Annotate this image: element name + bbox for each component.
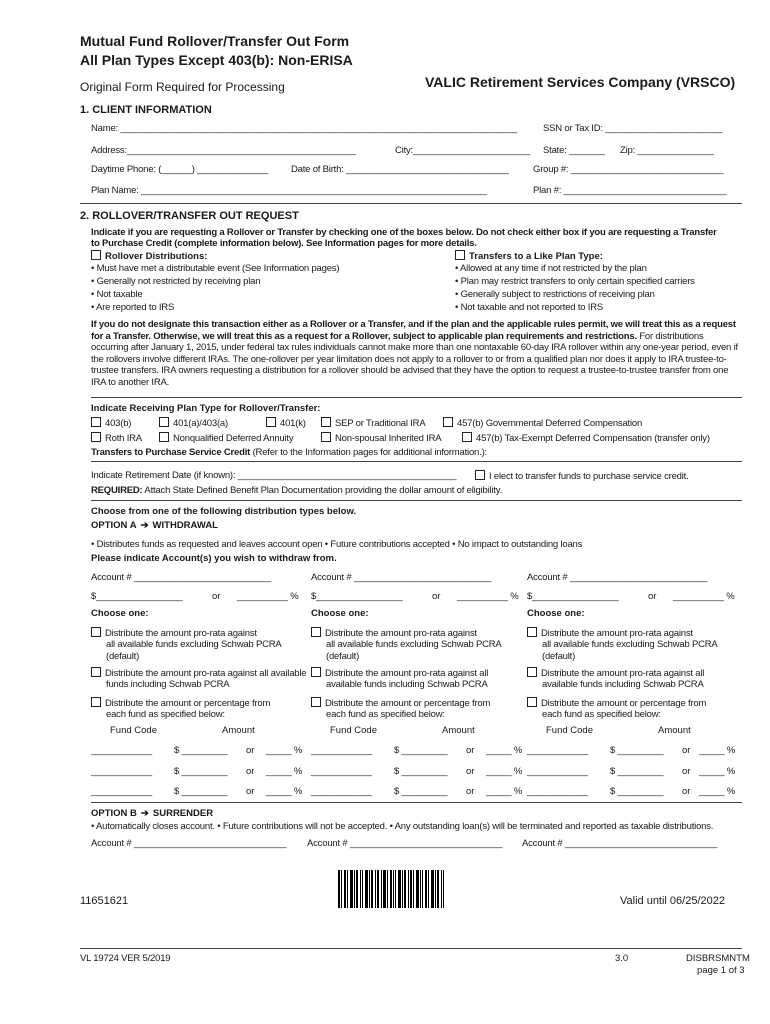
elect-label: I elect to transfer funds to purchase service credit. [489,471,689,482]
plan-type-457-tax-exempt[interactable] [462,432,710,444]
fund-code-field[interactable]: ____________ [311,766,373,777]
form-version: 3.0 [615,953,629,964]
transfer-bullet: • Generally subject to restrictions of receiving plan [455,289,655,300]
option-a-title: WITHDRAWAL [152,520,218,531]
surrender-account-field[interactable]: Account # ______________________________ [307,838,503,849]
plan-type-label: Roth IRA [105,433,142,444]
choose-one-label: Choose one: [527,608,585,619]
fund-code-field[interactable]: ____________ [311,786,373,797]
valid-until: Valid until 06/25/2022 [620,895,725,907]
option-label: Distribute the amount pro-rata against all [541,668,705,679]
checkbox[interactable] [91,667,101,677]
percentage-field[interactable]: __________ % [237,591,299,602]
option-prorata-including[interactable] [311,667,488,679]
checkbox[interactable] [311,627,321,637]
or-label: or [432,591,441,602]
fund-code-field[interactable]: ____________ [527,766,589,777]
plan-type-roth[interactable] [91,432,142,444]
distribution-choose-title: Choose from one of the following distribution types below. [91,506,357,517]
plan-type-label: 457(b) Tax-Exempt Deferred Compensation (transfer only) [476,433,710,444]
or-label: or [212,591,221,602]
original-required-note: Original Form Required for Processing [80,80,285,94]
option-label: Distribute the amount or percentage from [105,698,271,709]
plan-type-457-gov[interactable] [443,417,642,429]
option-label: Distribute the amount pro-rata against all available [105,668,307,679]
checkbox[interactable] [527,627,537,637]
fund-code-field[interactable]: ____________ [91,786,153,797]
checkbox[interactable] [443,417,453,427]
service-credit-note: (Refer to the Information pages for additional information.): [250,447,487,458]
rollover-bullet: • Not taxable [91,289,143,300]
rollover-notice-text: For distributions occurring after January 1, 2015, under federal tax rules individuals cannot make more than one nontaxable 60-day IRA rollover within any one-year period, even if the rollovers involve different IRAs. The one-rollover per year limitation does not apply to a rollover to or from a qualified plan nor does it apply to IRA trustee-to-trustee transfers. IRA owners requesting a distribution for a rollover should be advised that they have the option to request a trustee-to-trustee transfer from one IRA to another IRA. [91,330,738,388]
plan-type-label: Non-spousal Inherited IRA [335,433,442,444]
indicate-accounts: Please indicate Account(s) you wish to withdraw from. [91,553,337,564]
option-specified[interactable] [527,697,706,709]
or-label: or [246,786,255,797]
form-code: DISBRSMNTM [686,953,750,964]
form-title-line1: Mutual Fund Rollover/Transfer Out Form [80,33,350,49]
or-label: or [466,786,475,797]
option-b-heading[interactable] [91,808,213,819]
elect-service-credit[interactable] [475,470,689,482]
required-text: Attach State Defined Benefit Plan Documentation providing the dollar amount of eligibility. [142,485,503,496]
intro-line2: to Purchase Credit (complete information below). See Information pages for more details. [91,238,477,249]
plan-type-label: 457(b) Governmental Deferred Compensation [457,418,643,429]
option-label: all available funds excluding Schwab PCRA [542,639,718,650]
plan-type-label: 401(a)/403(a) [173,418,228,429]
surrender-account-field[interactable]: Account # ______________________________ [91,838,287,849]
checkbox[interactable] [91,627,101,637]
service-credit-title: Transfers to Purchase Service Credit [91,447,251,458]
fund-amount-field[interactable]: $ _________ [610,766,664,777]
checkbox[interactable] [527,667,537,677]
checkbox[interactable] [159,417,169,427]
option-label: all available funds excluding Schwab PCRA [326,639,502,650]
section2-heading: 2. ROLLOVER/TRANSFER OUT REQUEST [80,210,299,222]
checkbox[interactable] [159,432,169,442]
state-field[interactable]: State: _______ [543,145,605,156]
fund-percent-field[interactable]: _____ % [486,786,523,797]
fund-amount-field[interactable]: $ _________ [394,745,448,756]
address-field[interactable]: Address:_____________________________________________ [91,145,356,156]
fund-amount-field[interactable]: $ _________ [610,745,664,756]
option-label: Distribute the amount or percentage from [541,698,707,709]
section1-heading: 1. CLIENT INFORMATION [80,104,212,116]
option-specified[interactable] [91,697,270,709]
option-label: funds including Schwab PCRA [106,679,230,690]
option-label: Distribute the amount pro-rata against all [325,668,489,679]
fund-amount-field[interactable]: $ _________ [610,786,664,797]
option-label: (default) [106,651,140,662]
fund-amount-field[interactable]: $ _________ [174,745,228,756]
form-number: 11651621 [80,895,129,907]
checkbox[interactable] [462,432,472,442]
option-label: Distribute the amount pro-rata against [325,628,477,639]
receiving-plan-title: Indicate Receiving Plan Type for Rollover/Transfer: [91,403,321,414]
option-prorata-excluding[interactable] [311,627,477,639]
plan-type-label: 401(k) [280,418,306,429]
option-label: Distribute the amount or percentage from [325,698,491,709]
fund-code-field[interactable]: ____________ [311,745,373,756]
arrow-right-icon: ➔ [140,520,149,531]
plan-type-403b[interactable] [91,417,131,429]
option-label: (default) [326,651,360,662]
fund-percent-field[interactable]: _____ % [699,786,736,797]
form-title-line2: All Plan Types Except 403(b): Non-ERISA [80,52,353,68]
option-a-bullets: • Distributes funds as requested and leaves account open • Future contributions accepted • No impact to outstanding loans [91,539,583,550]
rollover-notice-bold: If you do not designate this transaction either as a Rollover or a Transfer, and if the plan and the applicable rules permit, we will treat this as a request for a Transfer. Otherwise, we will treat this as a request for a Rollover, subject to applicable plan requirements and restrictions. [91,319,736,342]
or-label: or [682,786,691,797]
amount-header: Amount [658,725,691,736]
name-field[interactable]: Name: ______________________________________________________________________________ [91,123,517,134]
rollover-checkbox[interactable] [91,250,101,260]
rollover-bullet: • Generally not restricted by receiving plan [91,276,261,287]
plan-name-field[interactable]: Plan Name: ____________________________________________________________________ [91,185,487,196]
checkbox[interactable] [475,470,485,480]
dollar-amount-field[interactable]: $_________________ [311,591,403,602]
account-number-field[interactable]: Account # ___________________________ [527,572,708,583]
or-label: or [648,591,657,602]
retirement-date-field[interactable]: Indicate Retirement Date (if known): ___________________________________________ [91,470,457,481]
required-note [91,485,502,496]
option-specified[interactable] [311,697,490,709]
option-label: available funds including Schwab PCRA [326,679,488,690]
or-label: or [246,766,255,777]
transfer-title: Transfers to a Like Plan Type: [469,251,603,262]
fund-code-header: Fund Code [110,725,158,736]
fund-percent-field[interactable]: _____ % [486,766,523,777]
option-b-label: OPTION B [91,808,137,819]
fund-amount-field[interactable]: $ _________ [174,766,228,777]
fund-percent-field[interactable]: _____ % [266,745,303,756]
option-label: Distribute the amount pro-rata against [541,628,693,639]
fund-percent-field[interactable]: _____ % [266,786,303,797]
transfer-bullet: • Allowed at any time if not restricted by the plan [455,263,647,274]
checkbox[interactable] [527,697,537,707]
surrender-account-field[interactable]: Account # ______________________________ [522,838,718,849]
option-a-heading[interactable] [91,520,218,531]
divider [91,397,742,398]
city-field[interactable]: City:_______________________ [395,145,530,156]
checkbox[interactable] [321,417,331,427]
checkbox[interactable] [91,432,101,442]
divider [91,500,742,501]
or-label: or [682,766,691,777]
option-label: each fund as specified below: [542,709,661,720]
page-number: page 1 of 3 [697,965,745,976]
arrow-right-icon: ➔ [140,808,149,819]
fund-code-field[interactable]: ____________ [91,745,153,756]
percentage-field[interactable]: __________ % [457,591,519,602]
checkbox[interactable] [311,697,321,707]
checkbox[interactable] [311,667,321,677]
fund-code-field[interactable]: ____________ [527,786,589,797]
divider [91,461,742,462]
checkbox[interactable] [91,417,101,427]
fund-amount-field[interactable]: $ _________ [174,786,228,797]
dollar-amount-field[interactable]: $_________________ [91,591,183,602]
fund-percent-field[interactable]: _____ % [699,766,736,777]
rollover-notice [91,319,741,388]
option-label: (default) [542,651,576,662]
option-label: available funds including Schwab PCRA [542,679,704,690]
divider [91,802,742,803]
plan-type-nonqualified[interactable] [159,432,293,444]
account-number-field[interactable]: Account # ___________________________ [91,572,272,583]
checkbox[interactable] [91,697,101,707]
or-label: or [466,745,475,756]
transfer-bullet: • Not taxable and not reported to IRS [455,302,604,313]
fund-amount-field[interactable]: $ _________ [394,766,448,777]
plan-number-field[interactable]: Plan #: ________________________________ [533,185,727,196]
rollover-title: Rollover Distributions: [105,251,208,262]
percentage-field[interactable]: __________ % [673,591,735,602]
plan-type-401a[interactable] [159,417,228,429]
company-name: VALIC Retirement Services Company (VRSCO) [425,74,736,90]
fund-code-header: Fund Code [546,725,594,736]
transfer-option[interactable] [455,250,603,262]
or-label: or [466,766,475,777]
or-label: or [246,745,255,756]
plan-type-label: 403(b) [105,418,132,429]
checkbox[interactable] [321,432,331,442]
fund-percent-field[interactable]: _____ % [486,745,523,756]
amount-header: Amount [222,725,255,736]
plan-type-sep[interactable] [321,417,425,429]
fund-percent-field[interactable]: _____ % [699,745,736,756]
rollover-bullet: • Must have met a distributable event (See Information pages) [91,263,340,274]
or-label: or [682,745,691,756]
option-a-label: OPTION A [91,520,137,531]
dollar-amount-field[interactable]: $_________________ [527,591,619,602]
fund-percent-field[interactable]: _____ % [266,766,303,777]
rollover-bullet: • Are reported to IRS [91,302,175,313]
option-b-title: SURRENDER [152,808,214,819]
barcode-image [338,870,444,908]
fund-code-field[interactable]: ____________ [527,745,589,756]
fund-code-field[interactable]: ____________ [91,766,153,777]
plan-type-label: SEP or Traditional IRA [335,418,426,429]
option-label: Distribute the amount pro-rata against [105,628,257,639]
option-prorata-including[interactable] [91,667,306,679]
choose-one-label: Choose one: [311,608,369,619]
plan-type-label: Nonqualified Deferred Annuity [173,433,294,444]
plan-type-401k[interactable] [266,417,306,429]
option-label: all available funds excluding Schwab PCRA [106,639,282,650]
option-prorata-including[interactable] [527,667,704,679]
required-label: REQUIRED: [91,485,143,496]
option-label: each fund as specified below: [326,709,445,720]
intro-line1: Indicate if you are requesting a Rollover or Transfer by checking one of the boxes below. Do not check either box if you are requesting a Transfer [91,227,717,238]
footer-divider [80,948,742,949]
transfer-bullet: • Plan may restrict transfers to only certain specified carriers [455,276,695,287]
choose-one-label: Choose one: [91,608,149,619]
option-prorata-excluding[interactable] [91,627,257,639]
section-divider [80,203,742,204]
checkbox[interactable] [266,417,276,427]
option-b-bullets: • Automatically closes account. • Future contributions will not be accepted. • Any outstanding loan(s) will be terminated and reported as taxable distributions. [91,821,714,832]
option-label: each fund as specified below: [106,709,225,720]
option-prorata-excluding[interactable] [527,627,693,639]
rollover-option[interactable] [91,250,207,262]
group-field[interactable]: Group #: ______________________________ [533,164,724,175]
transfer-checkbox[interactable] [455,250,465,260]
dob-field[interactable]: Date of Birth: ________________________________ [291,164,509,175]
account-number-field[interactable]: Account # ___________________________ [311,572,492,583]
zip-field[interactable]: Zip: _______________ [620,145,714,156]
amount-header: Amount [442,725,475,736]
ssn-field[interactable]: SSN or Tax ID: _______________________ [543,123,723,134]
fund-amount-field[interactable]: $ _________ [394,786,448,797]
phone-field[interactable]: Daytime Phone: (______) ______________ [91,164,269,175]
service-credit-line [91,447,487,458]
plan-type-nonspousal[interactable] [321,432,441,444]
form-id: VL 19724 VER 5/2019 [80,953,171,964]
fund-code-header: Fund Code [330,725,378,736]
